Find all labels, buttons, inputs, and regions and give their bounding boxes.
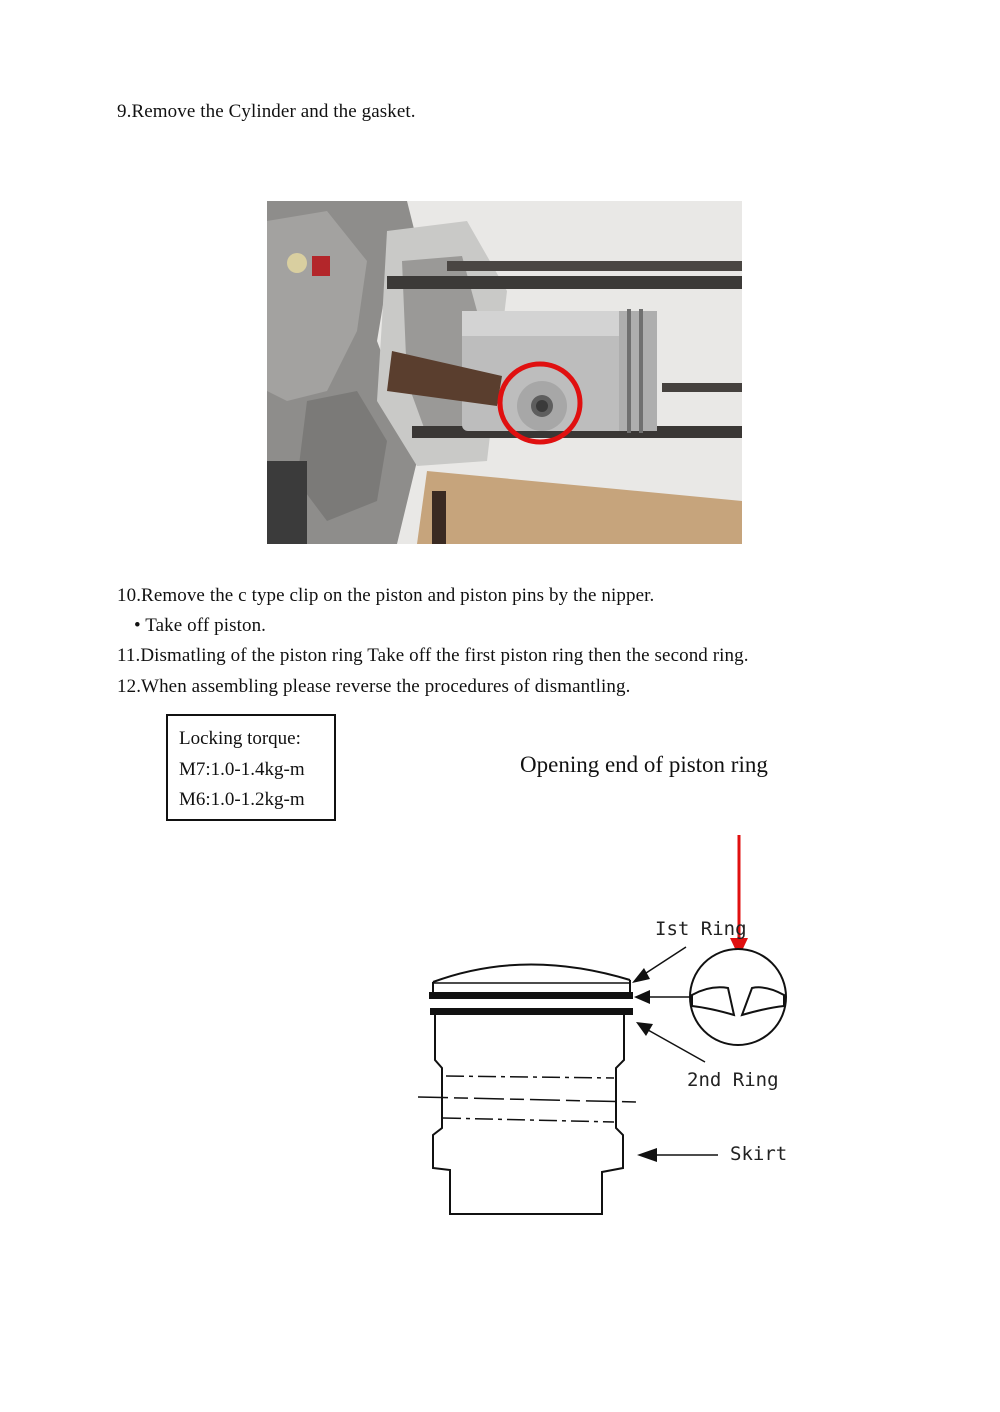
step-10-bullet: • Take off piston. [134, 615, 267, 636]
step-10-text: 10.Remove the c type clip on the piston and piston pins by the nipper. [117, 585, 655, 606]
piston-ring-diagram [410, 830, 810, 1230]
skirt-label: Skirt [730, 1143, 788, 1165]
opening-end-caption: Opening end of piston ring [520, 752, 768, 777]
torque-m6: M6:1.0-1.2kg-m [179, 789, 305, 810]
second-ring-label: 2nd Ring [687, 1069, 779, 1091]
first-ring [429, 992, 633, 999]
torque-title: Locking torque: [179, 728, 301, 749]
torque-m7: M7:1.0-1.4kg-m [179, 759, 305, 780]
step-12-text: 12.When assembling please reverse the procedures of dismantling. [117, 676, 631, 697]
piston-photo [267, 201, 742, 544]
first-ring-label: Ist Ring [655, 918, 747, 940]
step-9-text: 9.Remove the Cylinder and the gasket. [117, 101, 416, 122]
second-ring [430, 1008, 633, 1015]
locking-torque-box [166, 714, 336, 821]
step-11-text: 11.Dismatling of the piston ring Take off the first piston ring then the second ring. [117, 645, 749, 666]
